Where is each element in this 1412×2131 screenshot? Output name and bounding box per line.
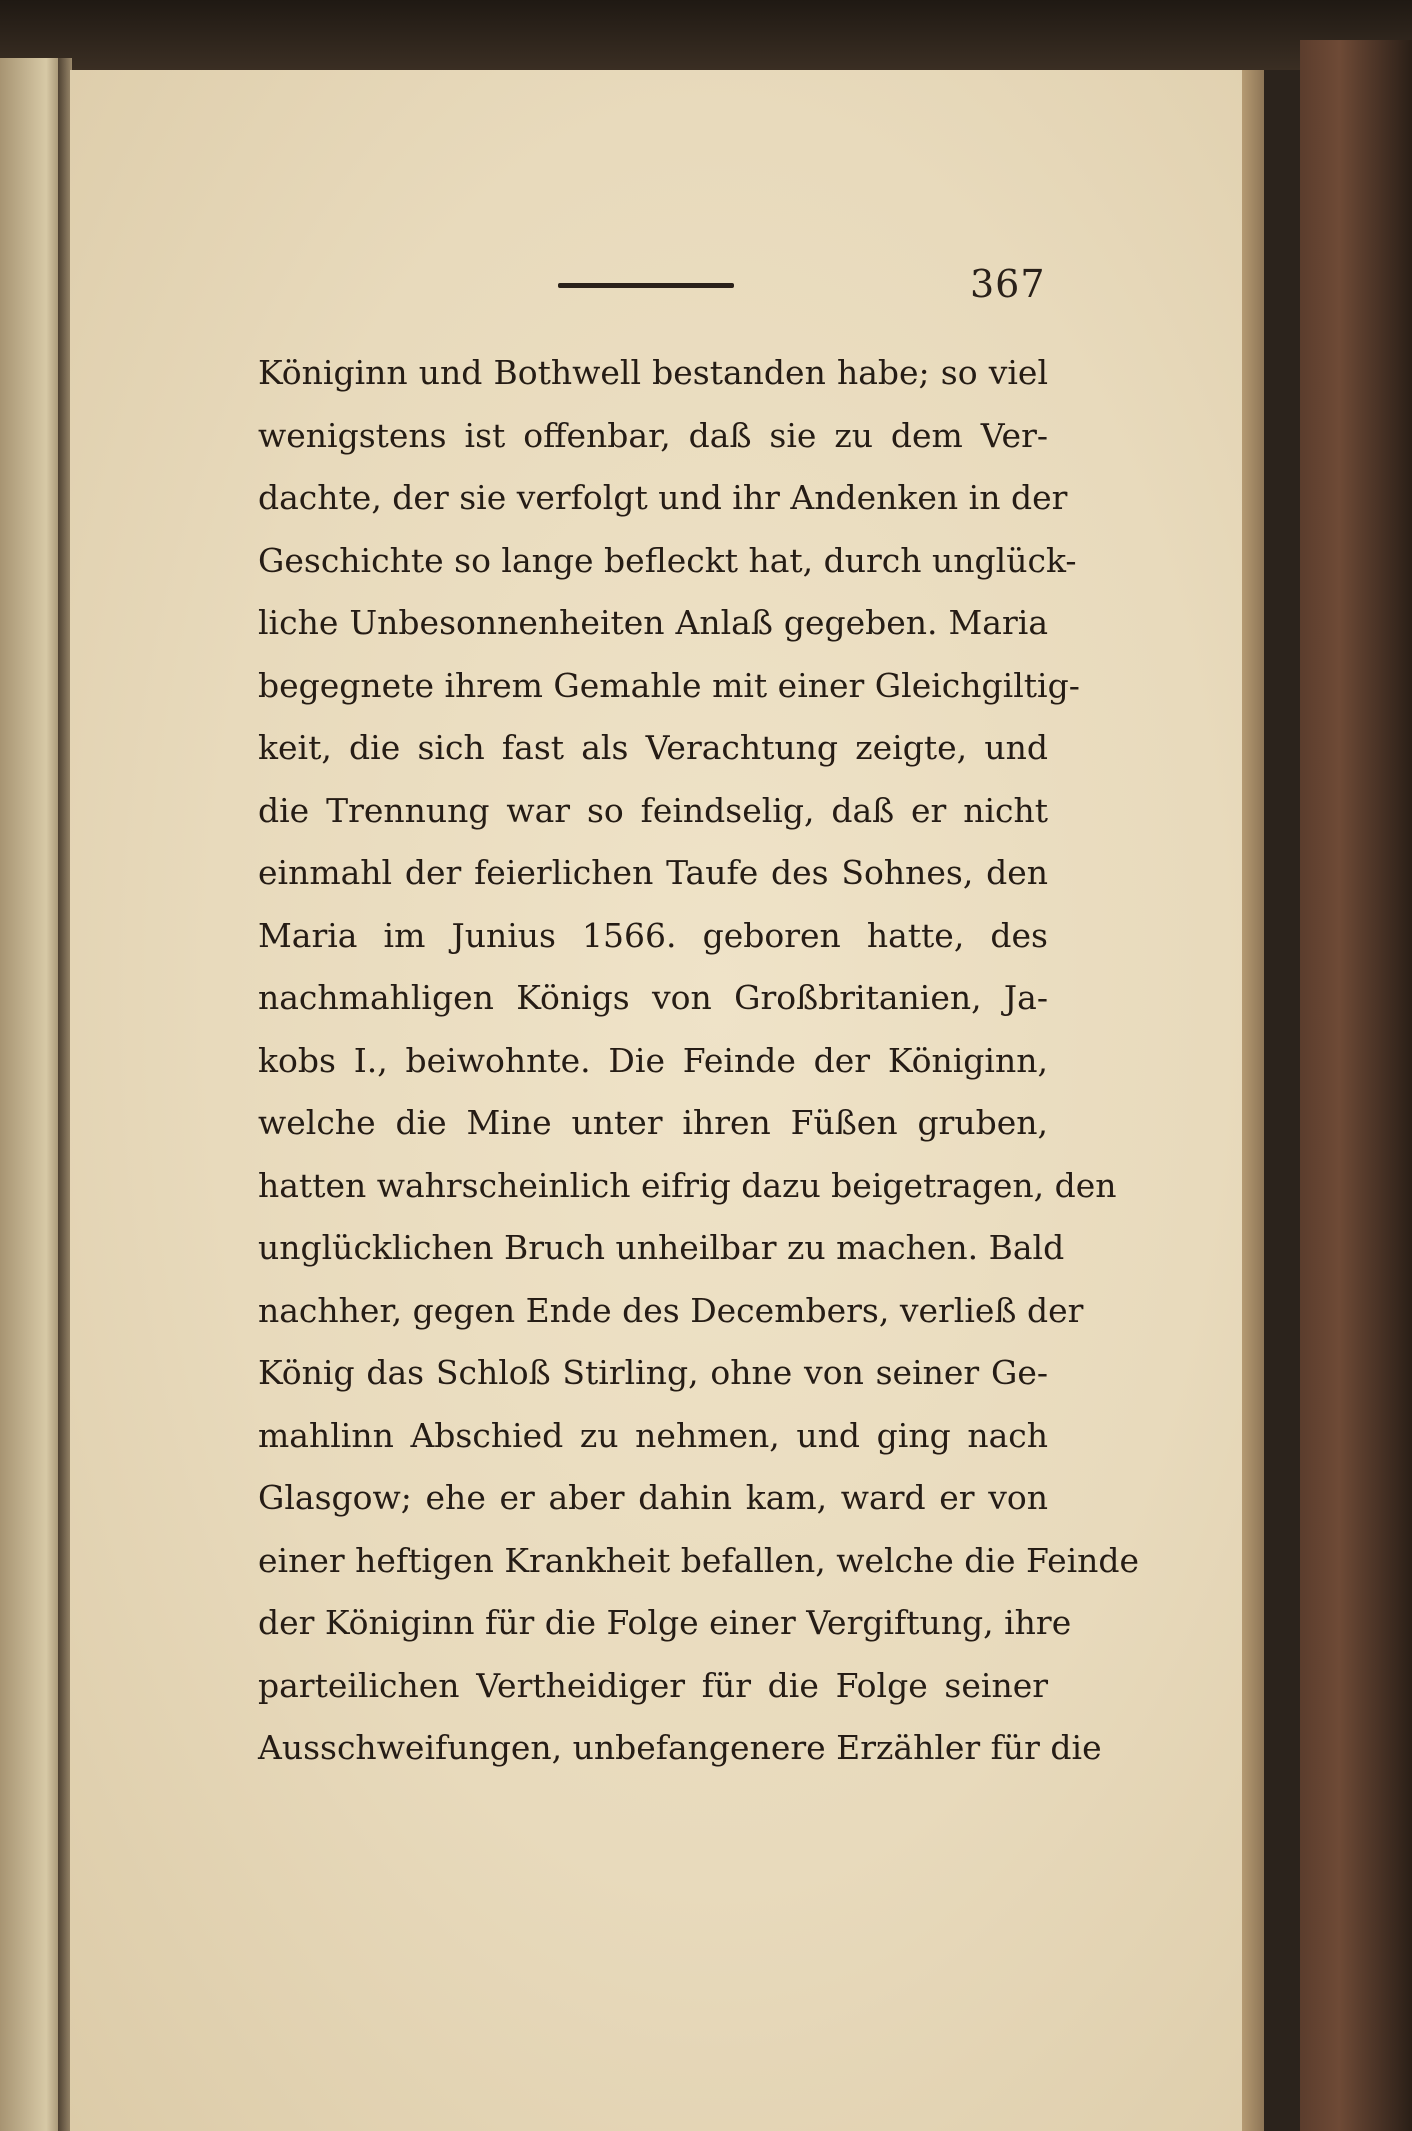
text-line: Glasgow; ehe er aber dahin kam, ward er von xyxy=(258,1478,1048,1517)
left-page-edge xyxy=(0,58,66,2131)
text-line: parteilichen Vertheidiger für die Folge seiner xyxy=(258,1665,1048,1705)
page-number: 367 xyxy=(970,262,1046,306)
text-line: keit, die sich fast als Verachtung zeigte, und xyxy=(258,728,1048,767)
text-line: Maria im Junius 1566. geboren hatte, des xyxy=(258,915,1048,955)
book-cover-top xyxy=(0,0,1412,70)
text-line: einer heftigen Krankheit befallen, welche die Feinde xyxy=(258,1540,1140,1580)
text-line: nachher, gegen Ende des Decembers, verließ der xyxy=(258,1290,1084,1330)
text-line: König das Schloß Stirling, ohne von seiner Ge- xyxy=(258,1353,1048,1392)
text-line: kobs I., beiwohnte. Die Feinde der Königinn, xyxy=(258,1040,1048,1080)
text-line: dachte, der sie verfolgt und ihr Andenken in der xyxy=(258,478,1068,517)
text-line: der Königinn für die Folge einer Vergiftung, ihre xyxy=(258,1603,1072,1642)
text-line: begegnete ihrem Gemahle mit einer Gleichgiltig- xyxy=(258,665,1080,705)
text-line: Königinn und Bothwell bestanden habe; so viel xyxy=(258,353,1048,392)
text-line: liche Unbesonnenheiten Anlaß gegeben. Maria xyxy=(258,603,1048,642)
text-line: unglücklichen Bruch unheilbar zu machen. Bald xyxy=(258,1228,1065,1267)
page-stack-edge xyxy=(1242,70,1264,2131)
text-line: nachmahligen Königs von Großbritanien, Ja- xyxy=(258,978,1048,1017)
text-line: welche die Mine unter ihren Füßen gruben, xyxy=(258,1103,1048,1142)
text-line: Ausschweifungen, unbefangenere Erzähler für die xyxy=(258,1728,1102,1767)
body-text xyxy=(258,342,1140,1780)
header-rule xyxy=(558,283,734,288)
text-line: Geschichte so lange befleckt hat, durch unglück- xyxy=(258,540,1077,580)
text-line: die Trennung war so feindselig, daß er nicht xyxy=(258,790,1048,830)
text-line: einmahl der feierlichen Taufe des Sohnes, den xyxy=(258,853,1048,892)
text-line: wenigstens ist offenbar, daß sie zu dem Ver- xyxy=(258,415,1048,455)
text-line: hatten wahrscheinlich eifrig dazu beigetragen, den xyxy=(258,1165,1117,1205)
text-line: mahlinn Abschied zu nehmen, und ging nach xyxy=(258,1415,1048,1455)
book-cover-right xyxy=(1300,40,1412,2131)
